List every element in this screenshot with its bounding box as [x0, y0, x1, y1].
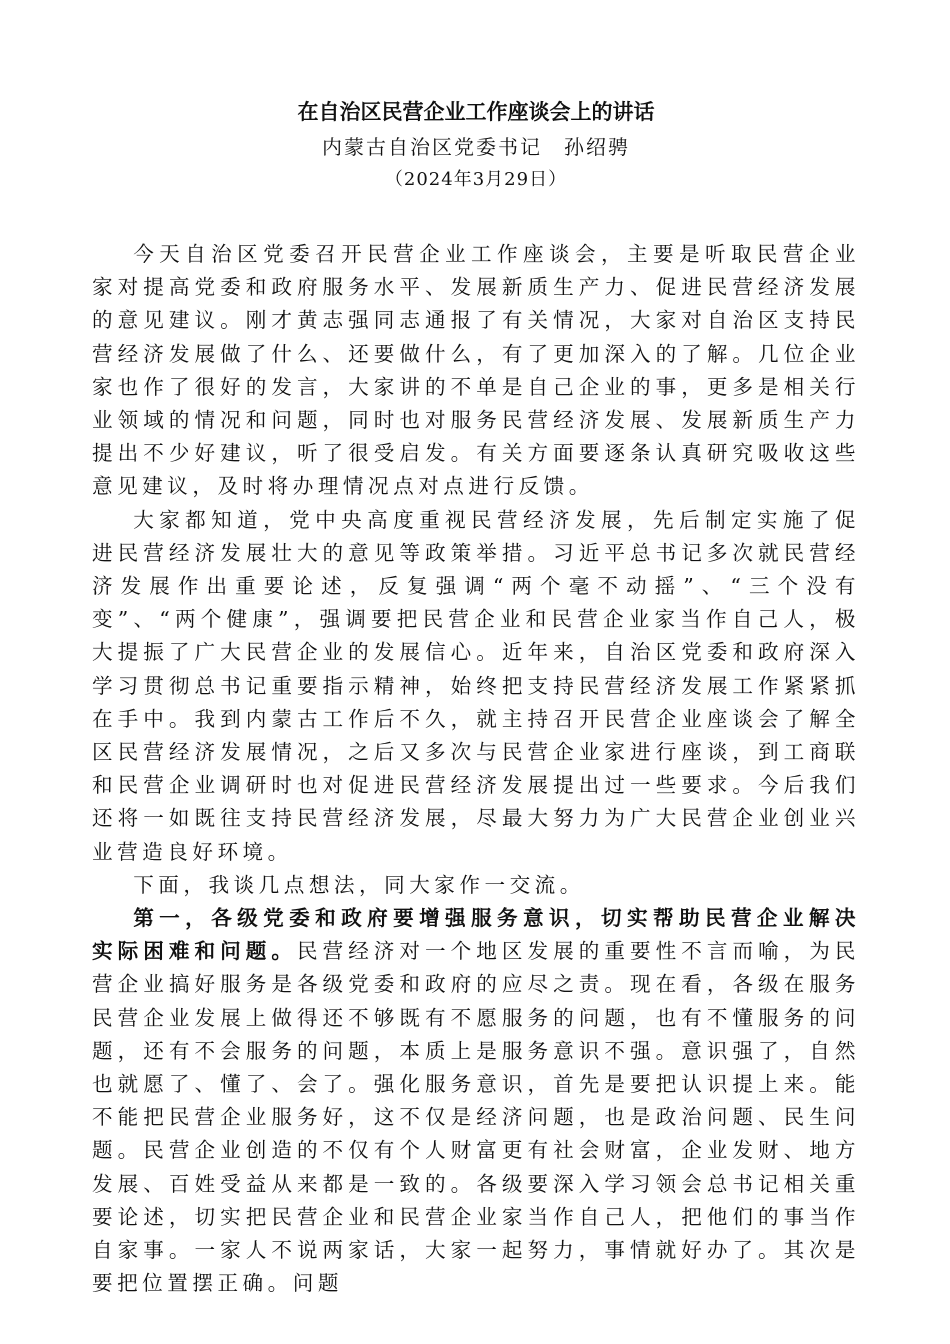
- paragraph-text: 大家都知道，党中央高度重视民营经济发展，先后制定实施了促进民营经济发展壮大的意见等政策举措。习近平总书记多次就民营经济发展作出重要论述，反复强调“两个毫不动摇”、“三个没有变”、“两个健康”，强调要把民营企业和民营企业家当作自己人，极大提振了广大民营企业的发展信心。近年来，自治区党委和政府深入学习贯彻总书记重要指示精神，始终把支持民营经济发展工作紧紧抓在手中。我到内蒙古工作后不久，就主持召开民营企业座谈会了解全区民营经济发展情况，之后又多次与民营企业家进行座谈，到工商联和民营企业调研时也对促进民营经济发展提出过一些要求。今后我们还将一如既往支持民营经济发展，尽最大努力为广大民营企业创业兴业营造良好环境。: [92, 507, 860, 864]
- paragraph-text: 民营经济对一个地区发展的重要性不言而喻，为民营企业搞好服务是各级党委和政府的应尽之责。现在看，各级在服务民营企业发展上做得还不够既有不愿服务的问题，也有不懂服务的问题，还有不会服务的问题，本质上是服务意识不强。意识强了，自然也就愿了、懂了、会了。强化服务意识，首先是要把认识提上来。能不能把民营企业服务好，这不仅是经济问题，也是政治问题、民生问题。民营企业创造的不仅有个人财富更有社会财富，企业发财、地方发展、百姓受益从来都是一致的。各级要深入学习领会总书记相关重要论述，切实把民营企业和民营企业家当作自己人，把他们的事当作自家事。一家人不说两家话，大家一起努力，事情就好办了。其次是要把位置摆正确。问题: [92, 939, 861, 1296]
- date-line: （2024年3月29日）: [384, 169, 568, 190]
- document-title: 在自治区民营企业工作座谈会上的讲话: [297, 99, 655, 124]
- document-page: [92, 98, 860, 1301]
- document-body: [92, 238, 860, 1301]
- paragraph-text: 下面，我谈几点想法，同大家作一交流。: [133, 872, 585, 897]
- paragraph-text: 今天自治区党委召开民营企业工作座谈会，主要是听取民营企业家对提高党委和政府服务水平、发展新质生产力、促进民营经济发展的意见建议。刚才黄志强同志通报了有关情况，大家对自治区支持民营经济发展做了什么、还要做什么，有了更加深入的了解。几位企业家也作了很好的发言，大家讲的不单是自己企业的事，更多是相关行业领域的情况和问题，同时也对服务民营经济发展、发展新质生产力提出不少好建议，听了很受启发。有关方面要逐条认真研究吸收这些意见建议，及时将办理情况点对点进行反馈。: [92, 242, 860, 499]
- section-heading-lead: 第一，各级党委和政府要增强服务意识，切实帮助民营企业解决实际困难和问题。: [92, 906, 860, 964]
- paragraph-1: [92, 238, 860, 504]
- paragraph-2: [92, 504, 860, 869]
- paragraph-4: [92, 902, 860, 1300]
- paragraph-3: [92, 869, 860, 902]
- author-line: 内蒙古自治区党委书记 孙绍骋: [322, 135, 630, 159]
